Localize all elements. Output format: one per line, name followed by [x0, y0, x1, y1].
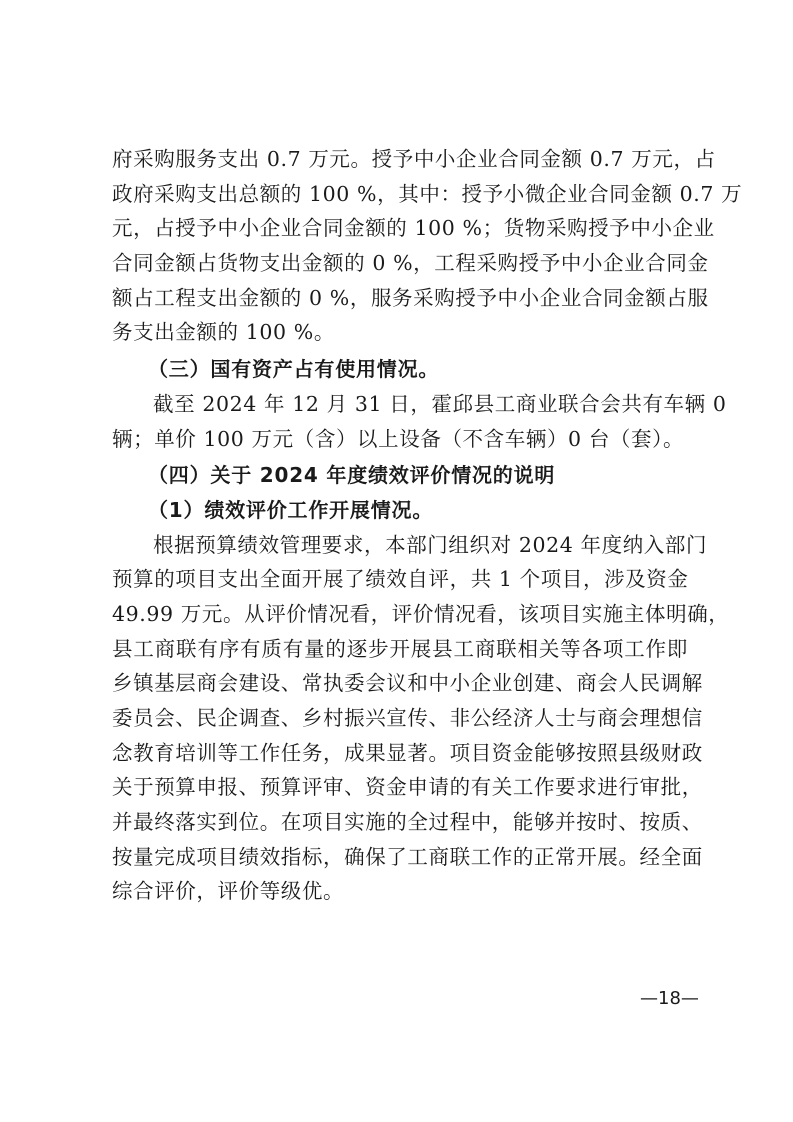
body-text-line: 乡镇基层商会建设、常执委会议和中小企业创建、商会人民调解	[112, 671, 703, 696]
section-heading-performance: （四）关于 2024 年度绩效评价情况的说明	[148, 463, 556, 488]
body-text-line: 按量完成项目绩效指标，确保了工商联工作的正常开展。经全面	[112, 844, 703, 869]
body-text-line: 综合评价，评价等级优。	[112, 879, 345, 904]
body-text-line: 预算的项目支出全面开展了绩效自评，共 1 个项目，涉及资金	[112, 567, 689, 592]
document-body	[112, 142, 743, 909]
body-text-line: 元，占授予中小企业合同金额的 100 %；货物采购授予中小企业	[112, 216, 715, 241]
body-text-line: 念教育培训等工作任务，成果显著。项目资金能够按照县级财政	[112, 740, 703, 765]
body-text-line: 额占工程支出金额的 0 %，服务采购授予中小企业合同金额占服	[112, 285, 709, 310]
body-text-line: 府采购服务支出 0.7 万元。授予中小企业合同金额 0.7 万元，占	[112, 147, 716, 171]
page-number: —18—	[640, 988, 699, 1009]
body-text-line: 截至 2024 年 12 月 31 日，霍邱县工商业联合会共有车辆 0	[153, 391, 727, 416]
body-text-line: 关于预算申报、预算评审、资金申请的有关工作要求进行审批，	[112, 775, 703, 800]
subsection-heading-evaluation: （1）绩效评价工作开展情况。	[148, 497, 434, 522]
body-text-line: 并最终落实到位。在项目实施的全过程中，能够并按时、按质、	[112, 810, 703, 835]
body-text-line: 委员会、民企调查、乡村振兴宣传、非公经济人士与商会理想信	[112, 706, 703, 730]
body-text-line: 务支出金额的 100 %。	[112, 320, 335, 345]
body-text-line: 县工商联有序有质有量的逐步开展县工商联相关等各项工作即	[112, 636, 688, 661]
body-text-line: 49.99 万元。从评价情况看，评价情况看，该项目实施主体明确，	[112, 601, 730, 626]
body-text-line: 合同金额占货物支出金额的 0 %，工程采购授予中小企业合同金	[112, 251, 709, 276]
body-text-line: 辆；单价 100 万元（含）以上设备（不含车辆）0 台（套）。	[112, 426, 685, 451]
body-text-line: 根据预算绩效管理要求，本部门组织对 2024 年度纳入部门	[153, 532, 708, 557]
body-text-line: 政府采购支出总额的 100 %，其中：授予小微企业合同金额 0.7 万	[112, 181, 743, 206]
section-heading-assets: （三）国有资产占有使用情况。	[148, 357, 440, 382]
